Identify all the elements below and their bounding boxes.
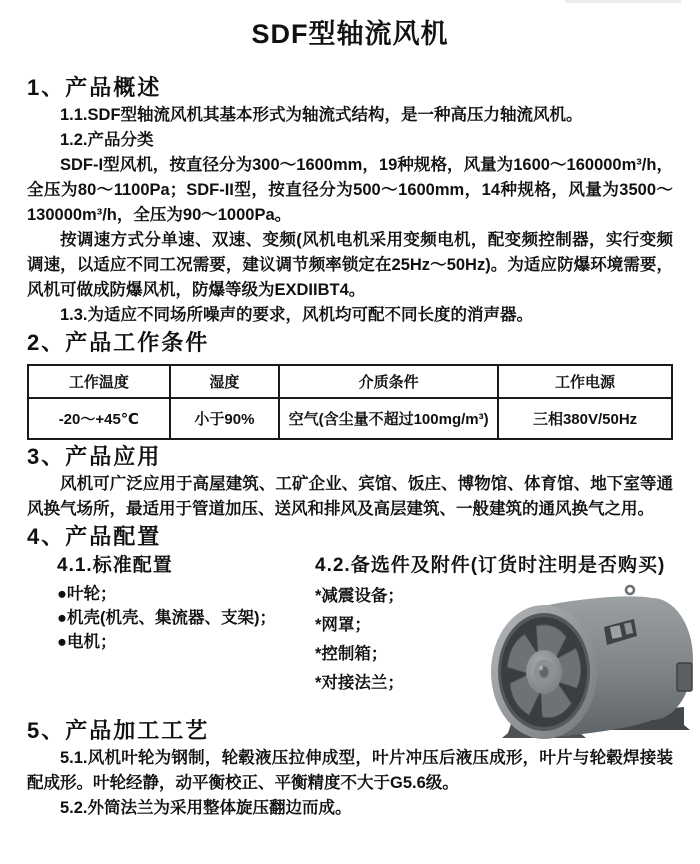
cell-power: 三相380V/50Hz: [498, 398, 672, 439]
scan-artifact: [565, 0, 681, 3]
section-5-heading: 5、产品加工工艺: [27, 718, 210, 743]
junction-box: [677, 663, 692, 691]
paragraph-applications: 风机可广泛应用于高屋建筑、工矿企业、宾馆、饭庄、博物馆、体育馆、地下室等通风换气场所，最适用于管道加压、送风和排风及高层建筑、一般建筑的通风换气之用。: [27, 475, 673, 518]
list-item: ●叶轮；: [57, 585, 117, 603]
paragraph-1-2: 1.2.产品分类: [60, 131, 154, 149]
cell-humidity: 小于90%: [170, 398, 279, 439]
paragraph-1-1: 1.1.SDF型轴流风机其基本形式为轴流式结构，是一种高压力轴流风机。: [60, 106, 583, 124]
paragraph-classification: SDF-I型风机，按直径分为300～1600mm，19种规格，风量为1600～160000m³/h，全压为80～1100Pa；SDF-II型，按直径分为500～1600mm，14种规格，风量为3500～130000m³/h，全压为90～1000Pa。: [27, 156, 673, 224]
list-item: *控制箱；: [315, 645, 388, 663]
eye-bolt: [626, 586, 634, 594]
section-applications: [27, 442, 673, 522]
paragraph-1-3: 1.3.为适应不同场所噪声的要求，风机均可配不同长度的消声器。: [60, 306, 534, 324]
list-item: *网罩；: [315, 616, 371, 634]
table-header-row: [28, 365, 672, 398]
cell-temperature: -20～+45℃: [28, 398, 170, 439]
table-row: [28, 398, 672, 439]
paragraph-speed-control: 按调速方式分单速、双速、变频(风机电机采用变频电机，配变频控制器，实行变频调速，以适应不同工况需要，建议调节频率锁定在25Hz～50Hz)。为适应防爆环境需要，风机可做成防爆风机，防爆等级为EXDIIBT4。: [27, 231, 673, 299]
paragraph-5-2: 5.2.外筒法兰为采用整体旋压翻边而成。: [60, 799, 352, 817]
axial-fan-product-image: [482, 577, 694, 743]
document-title: SDF型轴流风机: [251, 19, 449, 49]
working-conditions-table: [27, 364, 673, 440]
col-header-medium: 介质条件: [279, 365, 498, 398]
subsection-4-2-heading: 4.2.备选件及附件(订货时注明是否购买): [315, 555, 666, 576]
standard-configuration-column: [57, 554, 317, 654]
col-header-power: 工作电源: [498, 365, 672, 398]
col-header-humidity: 湿度: [170, 365, 279, 398]
subsection-4-1-heading: 4.1.标准配置: [57, 555, 173, 576]
paragraph-5-1: 5.1.风机叶轮为钢制，轮毂液压拉伸成型，叶片冲压后液压成形，叶片与轮毂焊接装配成形。叶轮经静，动平衡校正、平衡精度不大于G5.6级。: [27, 749, 673, 792]
section-working-conditions: [27, 328, 673, 440]
cell-medium: 空气(含尘量不超过100mg/m³): [279, 398, 498, 439]
list-item: ●机壳(机壳、集流器、支架)；: [57, 609, 276, 627]
section-overview: [27, 73, 673, 328]
section-3-heading: 3、产品应用: [27, 444, 162, 469]
list-item: *减震设备；: [315, 587, 404, 605]
section-2-heading: 2、产品工作条件: [27, 330, 210, 355]
list-item: *对接法兰；: [315, 674, 404, 692]
section-configuration: [27, 522, 673, 716]
section-4-heading: 4、产品配置: [27, 524, 162, 549]
list-item: ●电机；: [57, 633, 117, 651]
section-1-heading: 1、产品概述: [27, 75, 162, 100]
col-header-temperature: 工作温度: [28, 365, 170, 398]
